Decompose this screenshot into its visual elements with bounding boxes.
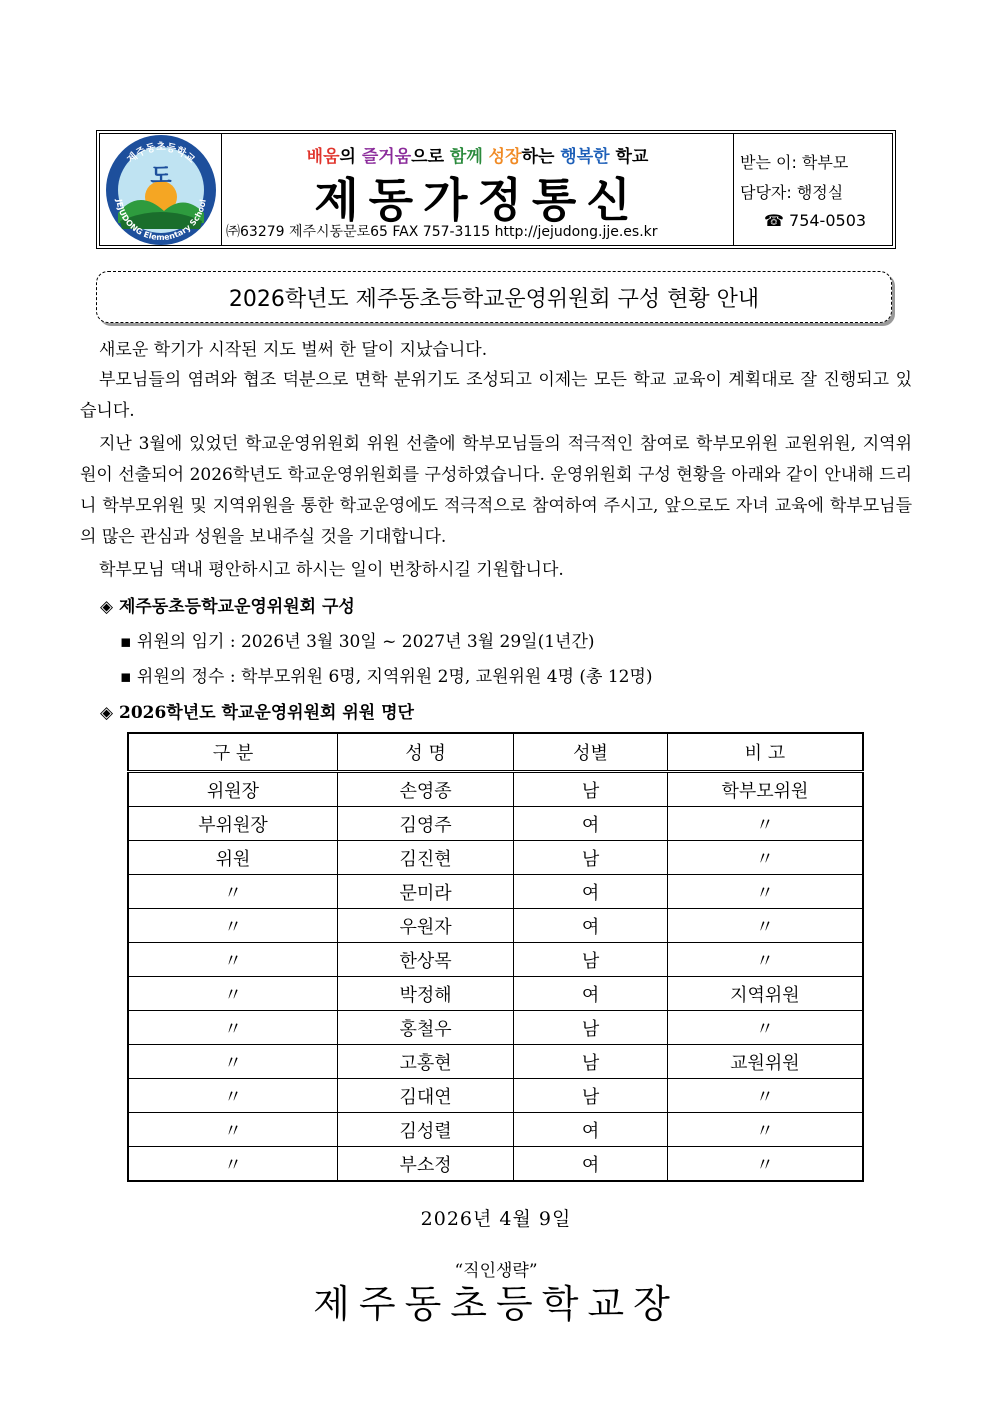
motto-part: 으로 — [411, 147, 450, 167]
column-header-category: 구 분 — [128, 733, 337, 772]
cell-gender: 남 — [514, 841, 668, 875]
paragraph-intro: 새로운 학기가 시작된 지도 벌써 한 달이 지났습니다. — [99, 340, 488, 360]
cell-category: 〃 — [128, 875, 337, 909]
school-logo-cell — [100, 134, 222, 245]
cell-remarks: 〃 — [667, 909, 863, 943]
table-row — [128, 1113, 863, 1147]
cell-category: 〃 — [128, 1147, 337, 1182]
cell-category: 위원장 — [128, 772, 337, 807]
seal-omitted-note: “직인생략” — [454, 1261, 538, 1281]
table-row — [128, 943, 863, 977]
cell-gender: 여 — [514, 807, 668, 841]
table-row — [128, 1147, 863, 1182]
motto-part: 함께 — [449, 147, 489, 167]
table-row — [128, 772, 863, 807]
cell-category: 〃 — [128, 1113, 337, 1147]
section-composition-heading: ◈ 제주동초등학교운영위원회 구성 — [100, 597, 355, 617]
cell-name: 김진현 — [337, 841, 513, 875]
cell-name: 문미라 — [337, 875, 513, 909]
cell-gender: 여 — [514, 909, 668, 943]
table-header-row — [128, 733, 863, 772]
cell-name: 박정해 — [337, 977, 513, 1011]
cell-remarks: 학부모위원 — [667, 772, 863, 807]
term-bullet: ▪ 위원의 임기 : 2026년 3월 30일 ~ 2027년 3월 29일(1년간) — [120, 632, 595, 652]
logo-glyph: 도 — [149, 163, 172, 189]
cell-gender: 여 — [514, 875, 668, 909]
cell-name: 홍철우 — [337, 1011, 513, 1045]
count-bullet: ▪ 위원의 정수 : 학부모위원 6명, 지역위원 2명, 교원위원 4명 (총 12명) — [120, 667, 653, 687]
cell-name: 고홍현 — [337, 1045, 513, 1079]
cell-name: 김성렬 — [337, 1113, 513, 1147]
column-header-remarks: 비 고 — [667, 733, 863, 772]
principal-signature: 제주동초등학교장 — [313, 1282, 679, 1326]
info-cell — [734, 134, 892, 245]
cell-name: 우원자 — [337, 909, 513, 943]
cell-gender: 남 — [514, 943, 668, 977]
cell-category: 부위원장 — [128, 807, 337, 841]
cell-category: 〃 — [128, 1011, 337, 1045]
paragraph-election: 지난 3월에 있었던 학교운영위원회 위원 선출에 학부모님들의 적극적인 참여로 학부모위원 교원위원, 지역위원이 선출되어 2026학년도 학교운영위원회를 구성하였습니다. 운영위원회 구성 현황을 아래와 같이 안내해 드리니 학부모위원 및 지역위원을 통한 학교운영에도 적극적으로 참여하여 주시고, 앞으로도 자녀 교육에 학부모님들의 많은 관심과 성원을 보내주실 것을 기대합니다. — [80, 434, 912, 547]
manager-text: 담당자: 행정실 — [740, 183, 844, 202]
cell-gender: 남 — [514, 1079, 668, 1113]
motto-part: 성장 — [488, 147, 522, 167]
table-row — [128, 909, 863, 943]
cell-gender: 남 — [514, 772, 668, 807]
cell-gender: 남 — [514, 1011, 668, 1045]
motto-part: 즐거움 — [361, 147, 412, 167]
cell-remarks: 〃 — [667, 1147, 863, 1182]
cell-name: 손영종 — [337, 772, 513, 807]
cell-remarks: 〃 — [667, 1011, 863, 1045]
cell-category: 〃 — [128, 1079, 337, 1113]
cell-category: 〃 — [128, 1045, 337, 1079]
school-logo-icon — [104, 133, 218, 247]
cell-remarks: 〃 — [667, 1113, 863, 1147]
section-roster-heading: ◈ 2026학년도 학교운영위원회 위원 명단 — [100, 703, 414, 723]
paragraph-progress: 부모님들의 염려와 협조 덕분으로 면학 분위기도 조성되고 이제는 모든 학교 교육이 계획대로 잘 진행되고 있습니다. — [80, 370, 912, 421]
motto-part: 의 — [339, 147, 362, 167]
column-header-gender: 성별 — [514, 733, 668, 772]
cell-gender: 여 — [514, 977, 668, 1011]
issue-date: 2026년 4월 9일 — [420, 1208, 572, 1230]
newsletter-header — [96, 130, 896, 249]
motto-part: 하는 — [521, 147, 561, 167]
cell-remarks: 〃 — [667, 807, 863, 841]
cell-category: 〃 — [128, 943, 337, 977]
table-row — [128, 1011, 863, 1045]
title-cell — [222, 134, 734, 245]
cell-remarks: 〃 — [667, 1079, 863, 1113]
motto-part: 학교 — [615, 147, 649, 167]
notice-title-banner: 2026학년도 제주동초등학교운영위원회 구성 현황 안내 — [96, 271, 892, 323]
newsletter-title: 제동가정통신 — [314, 173, 641, 227]
cell-remarks: 〃 — [667, 875, 863, 909]
motto-part: 행복한 — [560, 147, 616, 167]
cell-remarks: 교원위원 — [667, 1045, 863, 1079]
committee-roster-table — [127, 732, 864, 1182]
table-row — [128, 875, 863, 909]
table-row — [128, 807, 863, 841]
table-row — [128, 841, 863, 875]
cell-name: 김영주 — [337, 807, 513, 841]
table-row — [128, 1045, 863, 1079]
logo-top-text: 제주동초등학교 — [125, 141, 196, 166]
cell-remarks: 〃 — [667, 841, 863, 875]
cell-gender: 여 — [514, 1113, 668, 1147]
cell-remarks: 〃 — [667, 943, 863, 977]
column-header-name: 성 명 — [337, 733, 513, 772]
recipient-text: 받는 이: 학부모 — [740, 153, 849, 172]
cell-category: 〃 — [128, 977, 337, 1011]
cell-name: 부소정 — [337, 1147, 513, 1182]
cell-remarks: 지역위원 — [667, 977, 863, 1011]
phone-text: ☎ 754-0503 — [764, 211, 867, 230]
cell-name: 한상목 — [337, 943, 513, 977]
school-address: ㈜63279 제주시동문로65 FAX 757-3115 http://jejudong.jje.es.kr — [226, 224, 658, 240]
logo-bottom-text: JEJUDONG Elementary School — [113, 198, 208, 242]
paragraph-closing: 학부모님 댁내 평안하시고 하시는 일이 번창하시길 기원합니다. — [99, 560, 564, 580]
cell-category: 위원 — [128, 841, 337, 875]
cell-gender: 여 — [514, 1147, 668, 1182]
table-row — [128, 977, 863, 1011]
cell-category: 〃 — [128, 909, 337, 943]
cell-name: 김대연 — [337, 1079, 513, 1113]
cell-gender: 남 — [514, 1045, 668, 1079]
motto-part: 배움 — [306, 147, 340, 167]
table-row — [128, 1079, 863, 1113]
